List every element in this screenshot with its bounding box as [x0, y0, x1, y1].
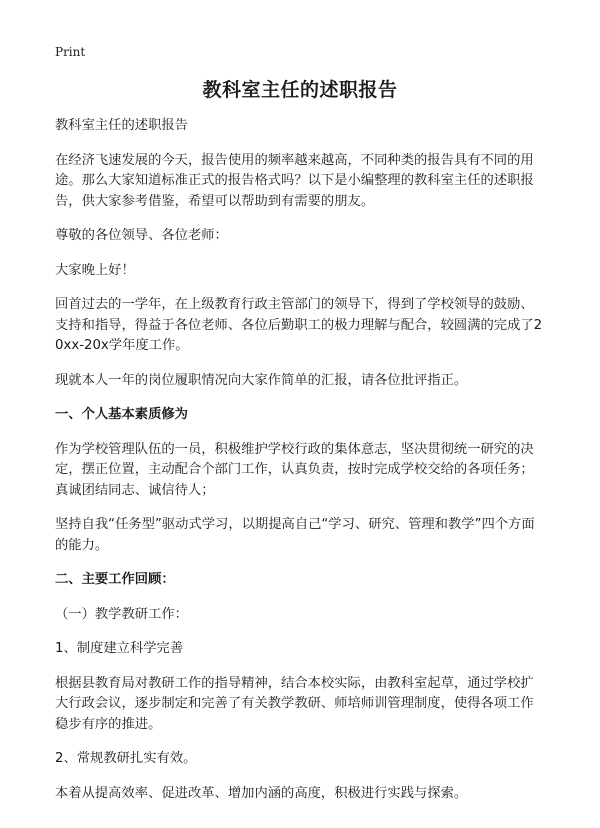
- paragraph-practice: 本着从提高效率、促进改革、增加内涵的高度，积极进行实践与探索。: [55, 785, 468, 801]
- paragraph-subtitle: 教科室主任的述职报告: [55, 118, 188, 133]
- paragraph-intro: 在经济飞速发展的今天，报告使用的频率越来越高，不同种类的报告具有不同的用途。那么大家知道标准正式的报告格式吗？以下是小编整理的教科室主任的述职报告，供大家参考借鉴，希望可以帮助到有需要的朋友。: [55, 152, 534, 209]
- print-link[interactable]: Print: [55, 45, 86, 59]
- paragraph-salutation: 尊敬的各位领导、各位老师：: [55, 228, 228, 243]
- subsection-heading-1: （一）教学教研工作：: [55, 606, 188, 622]
- section-heading-2: 二、主要工作回顾：: [55, 572, 175, 587]
- paragraph-learning: 坚持自我“任务型”驱动式学习，以期提高自己“学习、研究、管理和教学”四个方面的能力。: [55, 517, 535, 553]
- paragraph-management: 作为学校管理队伍的一员，积极维护学校行政的集体意志，坚决贯彻统一研究的决定，摆正位置，主动配合个部门工作，认真负责，按时完成学校交给的各项任务；真诚团结同志、诚信待人；: [55, 441, 534, 498]
- paragraph-report-intro: 现就本人一年的岗位履职情况向大家作简单的汇报，请各位批评指正。: [55, 372, 468, 388]
- paragraph-system: 根据县教育局对教研工作的指导精神，结合本校实际，由教科室起草，通过学校扩大行政会议，逐步制定和完善了有关教学教研、师培师训管理制度，使得各项工作稳步有序的推进。: [55, 675, 534, 732]
- item-heading-1: 1、制度建立科学完善: [55, 641, 184, 656]
- paragraph-review: 回首过去的一学年，在上级教育行政主管部门的领导下，得到了学校领导的鼓励、支持和指导，得益于各位老师、各位后勤职工的极力理解与配合，较圆满的完成了20xx-20x学年度工作。: [55, 297, 543, 353]
- section-heading-1: 一、个人基本素质修为: [55, 407, 188, 422]
- paragraph-greeting: 大家晚上好！: [55, 262, 135, 278]
- document-title: 教科室主任的述职报告: [202, 79, 398, 101]
- item-heading-2: 2、常规教研扎实有效。: [55, 751, 197, 766]
